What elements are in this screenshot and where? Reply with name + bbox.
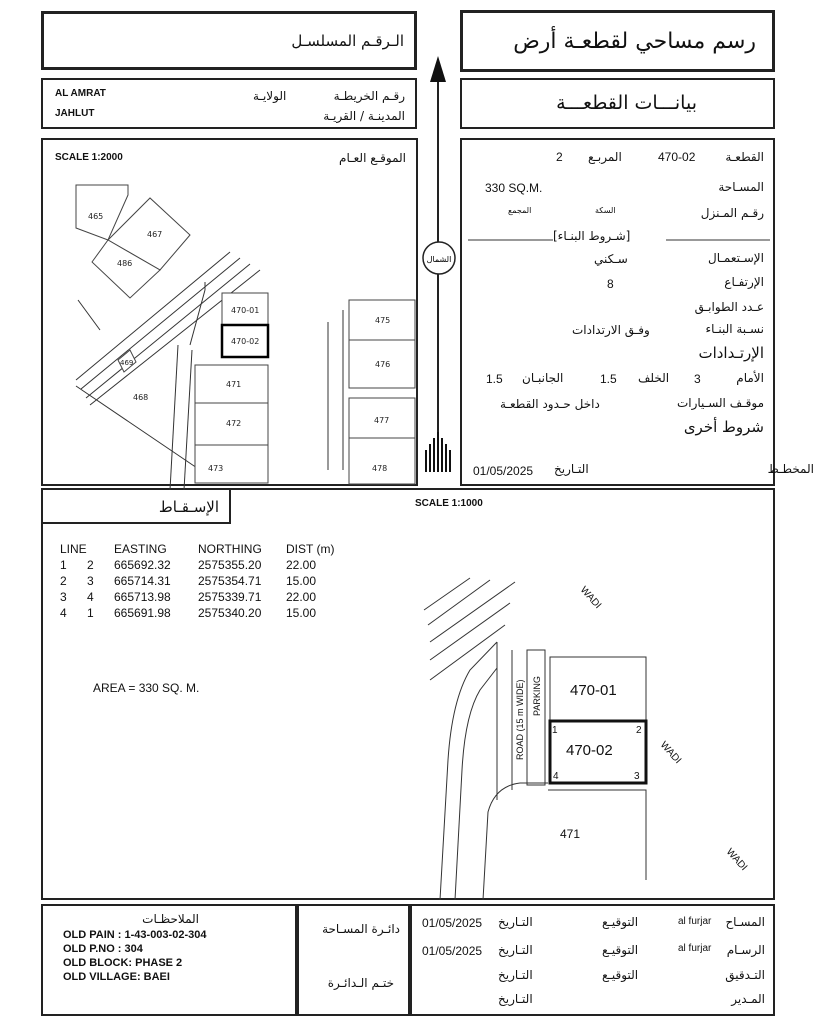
surveyor-name: al furjar — [678, 916, 712, 927]
document-title: رسم مساحي لقطعـة أرض — [513, 29, 756, 54]
complex-label: المجمع — [508, 206, 532, 215]
city-label: المدينـة / القريـة — [323, 109, 405, 123]
location-map-scale: SCALE 1:2000 — [55, 152, 123, 163]
floors-label: عـدد الطوابـق — [694, 300, 764, 314]
signature-label-2: التوقيـع — [602, 943, 639, 957]
note-line: OLD PAIN : 1-43-003-02-304 — [63, 929, 207, 941]
building-conditions-label: [شـروط البنـاء] — [553, 229, 631, 243]
cell: 665691.98 — [114, 606, 171, 620]
parcel-label: 478 — [372, 464, 388, 473]
back-label: الخلف — [638, 371, 670, 385]
col-northing: NORTHING — [198, 542, 262, 556]
corner-3: 3 — [634, 771, 640, 782]
other-conditions-label: شروط أخرى — [683, 418, 764, 436]
parcel-label: 468 — [133, 393, 149, 402]
cell: 22.00 — [286, 590, 317, 604]
ratio-value: وفـق الارتدادات — [572, 323, 650, 337]
date-label-3: التـاريخ — [498, 968, 533, 982]
note-line: OLD VILLAGE: BAEI — [63, 971, 170, 983]
cell: 1 — [60, 558, 67, 572]
road-edge — [455, 668, 497, 900]
notes-label: الملاحظـات — [142, 912, 199, 926]
cell: 2 — [60, 574, 67, 588]
date-label-4: التـاريخ — [498, 992, 533, 1006]
cell: 2575355.20 — [198, 558, 262, 572]
signature-label-3: التوقيـع — [602, 968, 639, 982]
date-value: 01/05/2025 — [473, 464, 534, 478]
cell: 2575354.71 — [198, 574, 262, 588]
drafter-label: الرسـام — [726, 943, 765, 957]
signature-label-1: التوقيـع — [602, 915, 639, 929]
date-label: التـاريخ — [554, 462, 589, 476]
plot-info-title: بيانـــات القطعـــة — [556, 92, 697, 114]
ratio-label: نسـبة البنـاء — [705, 322, 764, 336]
col-dist: DIST (m) — [286, 542, 335, 556]
cell: 665692.32 — [114, 558, 171, 572]
road-edge — [440, 642, 497, 900]
cell: 1 — [87, 606, 94, 620]
parcel-label: 472 — [226, 419, 242, 428]
north-arrow-head — [430, 56, 446, 82]
col-line: LINE — [60, 542, 87, 556]
wilayat-label: الولايـة — [253, 89, 287, 103]
wilayat-value: AL AMRAT — [55, 88, 106, 99]
wadi-line — [430, 603, 510, 660]
wadi-line — [424, 578, 470, 610]
note-line: OLD P.NO : 304 — [63, 943, 143, 955]
coordinates-table — [56, 541, 338, 621]
corner-2: 2 — [636, 725, 642, 736]
front-label: الأمام — [736, 371, 764, 385]
block-label: المربـع — [588, 150, 622, 164]
planner-label: المخطـط — [767, 462, 814, 476]
area-value: 330 SQ.M. — [485, 181, 543, 195]
parcel-label: 470-01 — [231, 306, 260, 315]
road-label: السكة — [595, 206, 616, 215]
parcel-473 — [195, 445, 268, 483]
projection-scale: SCALE 1:1000 — [415, 498, 483, 509]
location-parcels — [76, 185, 415, 484]
road-label-text: ROAD (15 m WIDE) — [515, 679, 525, 760]
parcel-label: 470-02 — [231, 337, 260, 346]
checker-label: التـدقيق — [725, 968, 765, 982]
parcel-label: 465 — [88, 212, 104, 221]
back-value: 1.5 — [600, 372, 617, 386]
cell: 22.00 — [286, 558, 317, 572]
cell: 3 — [60, 590, 67, 604]
parcel-label: 476 — [375, 360, 391, 369]
parking-label-text: PARKING — [532, 676, 542, 716]
table-row — [56, 557, 338, 573]
parcel-label: 477 — [374, 416, 390, 425]
cell: 2 — [87, 558, 94, 572]
parcel-label: 475 — [375, 316, 391, 325]
parcel-label: 467 — [147, 230, 163, 239]
use-value: سـكني — [594, 252, 628, 266]
table-row — [56, 573, 338, 589]
use-label: الإسـتعمـال — [708, 251, 764, 265]
parking-strip — [527, 650, 545, 785]
drafter-name: al furjar — [678, 943, 712, 954]
manager-label: المـدير — [731, 992, 765, 1006]
wadi-line — [428, 580, 490, 625]
cell: 2575339.71 — [198, 590, 262, 604]
note-line: OLD BLOCK: PHASE 2 — [63, 957, 183, 969]
map-number-label: رقـم الخريطـة — [333, 89, 405, 103]
parking-label: موقـف السـيارات — [676, 396, 764, 410]
parcel-c-label: 471 — [560, 827, 581, 841]
cell: 15.00 — [286, 606, 317, 620]
col-easting: EASTING — [114, 542, 167, 556]
parcel-a-label: 470-01 — [570, 682, 617, 699]
area-summary: AREA = 330 SQ. M. — [93, 681, 200, 695]
stamp-label: ختـم الـدائـرة — [327, 976, 394, 990]
parcel-b-label: 470-02 — [566, 742, 613, 759]
house-number-label: رقـم المـنزل — [700, 206, 764, 220]
location-map-title: الموقـع العـام — [339, 151, 406, 165]
block-value: 2 — [556, 150, 563, 164]
road-line — [78, 300, 100, 330]
parking-value: داخل حـدود القطعـة — [500, 397, 600, 411]
parcel-label: 473 — [208, 464, 224, 473]
north-label: الشمال — [426, 255, 452, 264]
parcel-478 — [349, 438, 415, 484]
date-label-2: التـاريخ — [498, 943, 533, 957]
setbacks-label: الإرتـدادات — [698, 344, 764, 362]
surveyor-label: المسـاح — [725, 915, 765, 929]
area-label: المسـاحة — [718, 180, 764, 194]
date-value-2: 01/05/2025 — [422, 944, 483, 958]
height-label: الإرتفـاع — [724, 275, 764, 289]
serial-number-label: الـرقـم المسلسـل — [291, 32, 404, 50]
city-value: JAHLUT — [55, 108, 95, 119]
plot-label: القطعـة — [725, 150, 764, 164]
date-value-1: 01/05/2025 — [422, 916, 483, 930]
north-arrow-base — [426, 432, 450, 472]
sides-value: 1.5 — [486, 372, 503, 386]
cell: 4 — [87, 590, 94, 604]
parcel-label: 486 — [117, 259, 133, 268]
cell: 4 — [60, 606, 67, 620]
table-header-row — [56, 541, 338, 557]
height-value: 8 — [607, 277, 614, 291]
table-row — [56, 589, 338, 605]
wadi-label-1: WADI — [577, 584, 604, 612]
cell: 665714.31 — [114, 574, 171, 588]
projection-title: الإسـقـاط — [158, 498, 219, 516]
table-row — [56, 605, 338, 621]
corner-1: 1 — [552, 725, 558, 736]
date-label-1: التـاريخ — [498, 915, 533, 929]
wadi-label-2: WADI — [657, 739, 684, 767]
projection-roads — [424, 578, 548, 900]
parcel-label: 469 — [120, 359, 134, 367]
wadi-label-3: WADI — [723, 846, 750, 874]
cell: 2575340.20 — [198, 606, 262, 620]
north-arrow — [423, 56, 455, 472]
road-edge — [483, 783, 548, 900]
cell: 15.00 — [286, 574, 317, 588]
department-label: دائـرة المسـاحة — [322, 922, 400, 936]
wadi-line — [430, 582, 515, 642]
road-line — [170, 345, 178, 490]
sides-label: الجانبـان — [522, 371, 564, 385]
road-line — [190, 290, 205, 345]
cell: 665713.98 — [114, 590, 171, 604]
plot-value: 470-02 — [658, 150, 696, 164]
corner-4: 4 — [553, 771, 559, 782]
parcel-label: 471 — [226, 380, 242, 389]
front-value: 3 — [694, 372, 701, 386]
road-line — [184, 350, 192, 490]
cell: 3 — [87, 574, 94, 588]
